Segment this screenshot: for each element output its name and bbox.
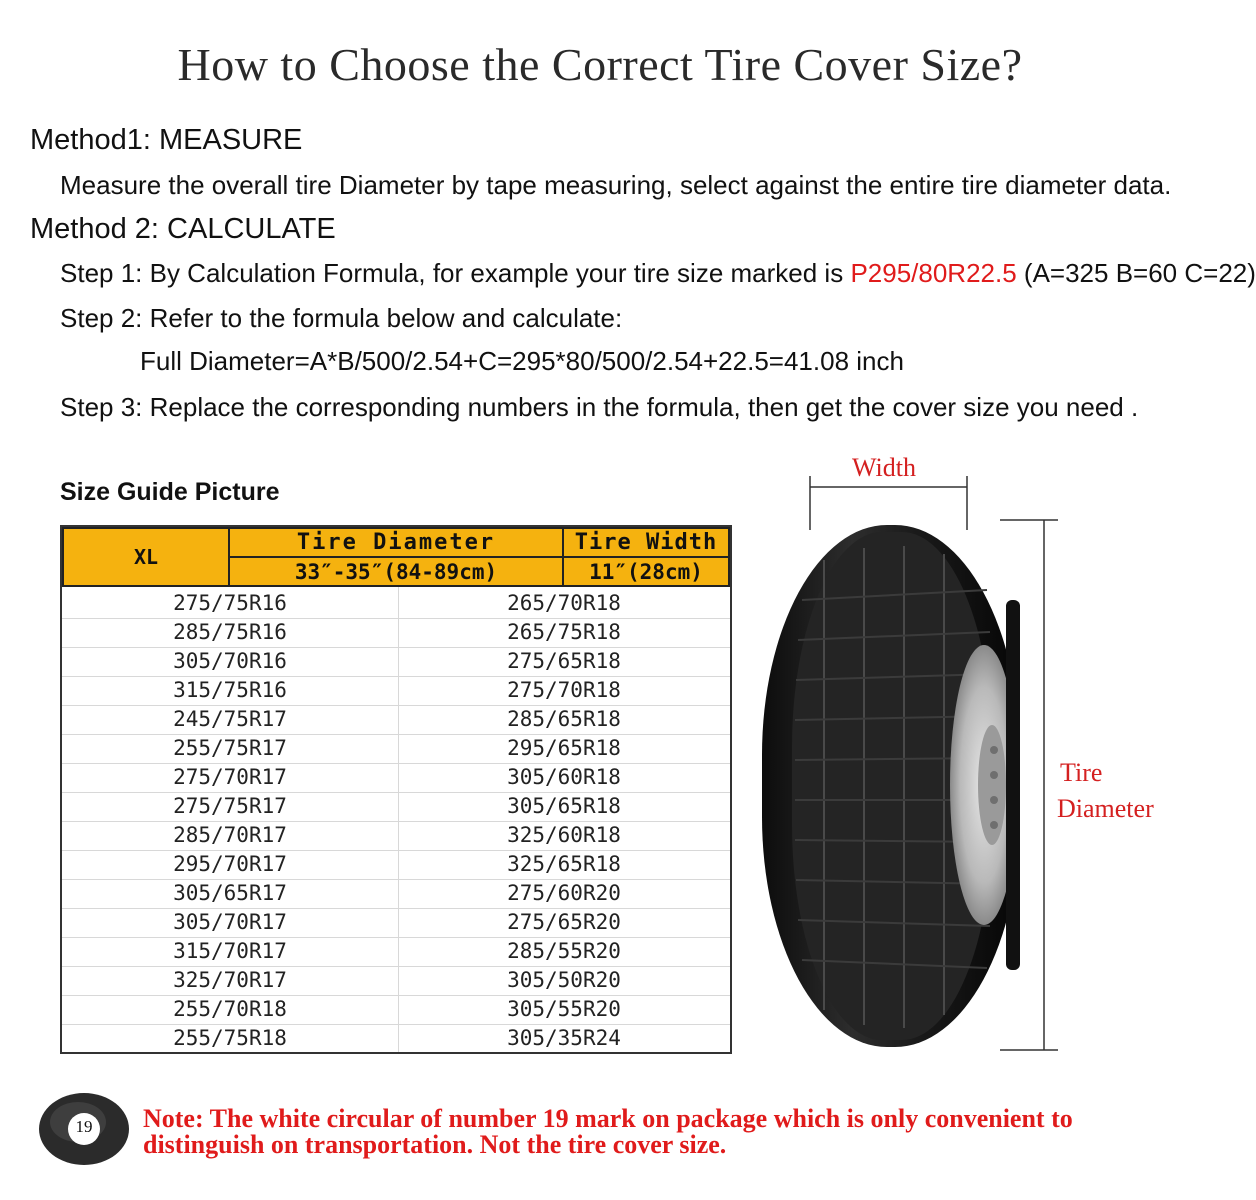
table-row	[62, 1024, 730, 1053]
tire-size-left: 255/70R18	[173, 997, 287, 1021]
tire-size-right: 325/60R18	[507, 823, 621, 847]
width-header: Tire Width	[562, 527, 730, 558]
tire-size-right: 305/55R20	[507, 997, 621, 1021]
width-value: 11″(28cm)	[562, 556, 730, 587]
row-divider	[62, 734, 730, 735]
tire-size-left: 275/75R17	[173, 794, 287, 818]
tire-size-left: 315/75R16	[173, 678, 287, 702]
tire-size-right: 285/55R20	[507, 939, 621, 963]
tire-size-left: 305/65R17	[173, 881, 287, 905]
diameter-header: Tire Diameter	[228, 527, 564, 558]
tire-size-right: 305/50R20	[507, 968, 621, 992]
tire-size-left: 275/70R17	[173, 765, 287, 789]
tire-size-right: 325/65R18	[507, 852, 621, 876]
row-divider	[62, 966, 730, 967]
formula-text: Full Diameter=A*B/500/2.54+C=295*80/500/2.54+22.5=41.08 inch	[140, 346, 904, 376]
tire-image	[762, 450, 1200, 1070]
row-divider	[62, 763, 730, 764]
table-row	[62, 966, 730, 995]
tire-size-right: 265/70R18	[507, 591, 621, 615]
table-row	[62, 589, 730, 618]
tire-size-left: 285/75R16	[173, 620, 287, 644]
tire-size-left: 315/70R17	[173, 939, 287, 963]
diameter-label-line1: Tire	[1060, 758, 1103, 787]
tire-size-left: 255/75R17	[173, 736, 287, 760]
row-divider	[62, 908, 730, 909]
table-row	[62, 792, 730, 821]
method2-heading: Method 2: CALCULATE	[30, 213, 336, 245]
row-divider	[62, 705, 730, 706]
tire-size-left: 275/75R16	[173, 591, 287, 615]
table-row	[62, 705, 730, 734]
tire-size-right: 305/65R18	[507, 794, 621, 818]
badge-number: 19	[75, 1117, 93, 1136]
table-row	[62, 647, 730, 676]
table-row	[62, 850, 730, 879]
table-row	[62, 676, 730, 705]
size-table-header	[62, 527, 730, 587]
tire-size-left: 285/70R17	[173, 823, 287, 847]
step1-suffix: (A=325 B=60 C=22)	[1016, 258, 1256, 288]
width-label: Width	[852, 453, 916, 482]
note-text: Note: The white circular of number 19 mark on package which is only convenient to distinguish on transportation. Not the tire cover size.	[143, 1104, 1073, 1159]
method1-heading: Method1: MEASURE	[30, 124, 303, 156]
step1-text	[60, 258, 1256, 289]
tire-size-right: 295/65R18	[507, 736, 621, 760]
step1-prefix: Step 1: By Calculation Formula, for example your tire size marked is	[60, 258, 851, 288]
package-badge	[38, 1092, 130, 1166]
diameter-label-line2: Diameter	[1057, 794, 1154, 823]
tire-size-right: 265/75R18	[507, 620, 621, 644]
tire-size-right: 285/65R18	[507, 707, 621, 731]
table-row	[62, 879, 730, 908]
method1-text: Measure the overall tire Diameter by tape measuring, select against the entire tire diameter data.	[60, 170, 1172, 200]
tire-size-left: 295/70R17	[173, 852, 287, 876]
size-table	[60, 525, 732, 1054]
row-divider	[62, 676, 730, 677]
tire-size-left: 305/70R17	[173, 910, 287, 934]
tire-size-left: 255/75R18	[173, 1026, 287, 1050]
tire-size-left: 245/75R17	[173, 707, 287, 731]
step1-example: P295/80R22.5	[850, 258, 1017, 288]
diameter-value: 33″-35″(84-89cm)	[228, 556, 564, 587]
table-row	[62, 821, 730, 850]
row-divider	[62, 879, 730, 880]
row-divider	[62, 618, 730, 619]
size-cell: XL	[62, 527, 230, 587]
row-divider	[62, 850, 730, 851]
size-guide-label: Size Guide Picture	[60, 478, 280, 506]
row-divider	[62, 1024, 730, 1025]
page-title: How to Choose the Correct Tire Cover Size?	[177, 39, 1023, 90]
row-divider	[62, 995, 730, 996]
tire-size-right: 275/65R20	[507, 910, 621, 934]
step2-text: Step 2: Refer to the formula below and calculate:	[60, 303, 623, 333]
tire-size-right: 275/70R18	[507, 678, 621, 702]
table-row	[62, 937, 730, 966]
row-divider	[62, 792, 730, 793]
row-divider	[62, 647, 730, 648]
tire-size-left: 325/70R17	[173, 968, 287, 992]
row-divider	[62, 937, 730, 938]
tire-illustration	[762, 450, 1200, 1070]
row-divider	[62, 821, 730, 822]
table-row	[62, 995, 730, 1024]
table-row	[62, 734, 730, 763]
table-row	[62, 763, 730, 792]
step3-text: Step 3: Replace the corresponding numbers in the formula, then get the cover size you need .	[60, 392, 1139, 422]
tire-size-left: 305/70R16	[173, 649, 287, 673]
tire-size-right: 275/60R20	[507, 881, 621, 905]
tire-size-right: 305/60R18	[507, 765, 621, 789]
tire-size-right: 305/35R24	[507, 1026, 621, 1050]
tire-size-right: 275/65R18	[507, 649, 621, 673]
table-row	[62, 618, 730, 647]
table-row	[62, 908, 730, 937]
